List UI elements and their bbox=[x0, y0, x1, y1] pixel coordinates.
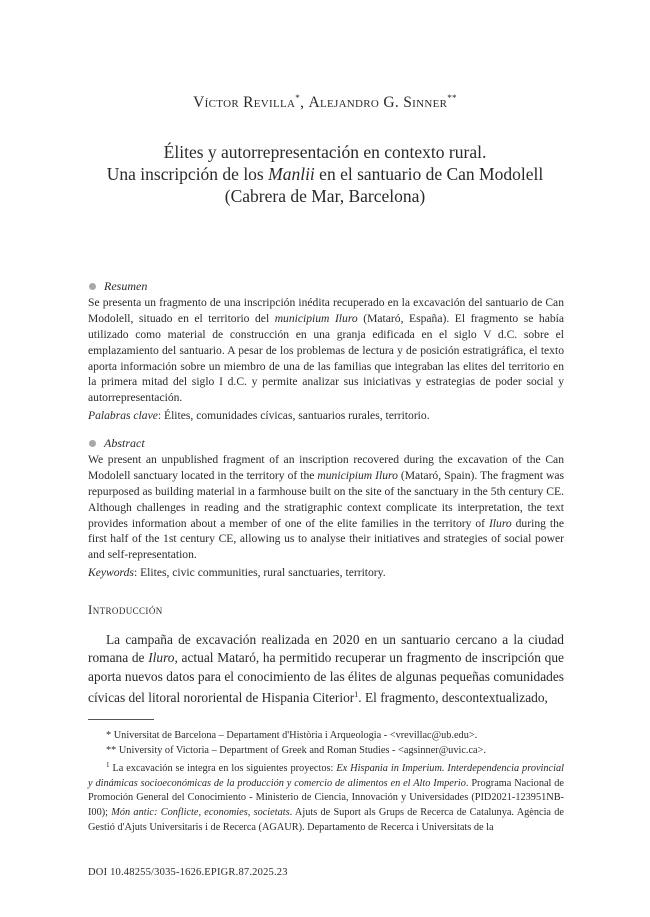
title-line-2: Una inscripción de los Manlii en el santuario de Can Modolell bbox=[106, 164, 544, 184]
footnote-author-1: * Universitat de Barcelona – Departament d'Història i Arqueologia - <vrevillac@ub.edu>. bbox=[106, 730, 478, 741]
author-1-footnote-mark[interactable]: * bbox=[295, 93, 301, 103]
section-heading-introduccion: Introducción bbox=[88, 602, 163, 617]
resumen-heading: Resumen bbox=[88, 279, 564, 295]
resumen-text: Se presenta un fragmento de una inscripción inédita recuperado en la excavación del santuario de Can Modolell, situado en el territorio del municipium Iluro (Mataró, España). El fragmento se había utilizado como material de construcción en una granja edificada en el siglo V d.C. sobre el emplazamiento del santuario. A pesar de los problemas de lectura y de posición estratigráfica, el texto aporta información sobre un miembro de una de las familias que integraban las elites del territorio en la primera mitad del siglo I d.C. y permite analizar sus iniciativas y estrategias de poder social y autorrepresentación. bbox=[88, 295, 565, 405]
author-line bbox=[0, 93, 650, 112]
article-title bbox=[60, 141, 590, 207]
title-line-1: Élites y autorrepresentación en contexto rural. bbox=[163, 142, 487, 162]
title-line-3: (Cabrera de Mar, Barcelona) bbox=[224, 186, 426, 206]
abstract-heading: Abstract bbox=[88, 436, 564, 452]
resumen-section bbox=[88, 279, 564, 424]
author-separator: , bbox=[300, 94, 309, 111]
resumen-keywords: Palabras clave: Élites, comunidades cívicas, santuarios rurales, territorio. bbox=[88, 409, 430, 423]
footnote-1: $^1$ La excavación se integra en los siguientes proyectos: Ex Hispania in Imperium. Interdependencia provincial y dinámicas socioeconómicas de la producción y comercio de alimentos en el Alto Imperio. Programa Nacional de Promoción General del Conocimiento - Ministerio de Ciencia, Innovación y Universidades (PID2021-123951NB-I00); Món antic: Conflicte, economies, societats. Ajuts de Suport als Grups de Recerca de Catalunya. Agència de Gestió d'Ajuts Universitaris i de Recerca (AGAUR). Departamento de Recerca i Universitats de la bbox=[88, 761, 564, 833]
footnote-ref-1[interactable]: 1 bbox=[354, 690, 359, 700]
keywords-label: Keywords bbox=[88, 566, 134, 580]
abstract-section bbox=[88, 436, 564, 581]
keywords-label: Palabras clave bbox=[88, 409, 158, 423]
author-1: Víctor Revilla bbox=[193, 94, 296, 111]
footnote-divider bbox=[88, 719, 154, 720]
author-2-footnote-mark[interactable]: ** bbox=[447, 93, 457, 103]
abstract-keywords: Keywords: Elites, civic communities, rural sanctuaries, territory. bbox=[88, 566, 386, 580]
doi-footer[interactable]: DOI 10.48255/3035-1626.EPIGR.87.2025.23 bbox=[88, 867, 288, 878]
abstract-text: We present an unpublished fragment of an inscription recovered during the excavation of the Can Modolell sanctuary located in the territory of the municipium Iluro (Mataró, Spain). The fragment was repurposed as building material in a farmhouse built on the site of the sanctuary in the 5th century CE. Although challenges in reading and the stratigraphic context complicate its interpretation, the text provides information about a member of one of the elite families in the territory of Iluro during the first half of the 1st century CE, allowing us to analyse their initiatives and strategies of social power and self-representation. bbox=[88, 452, 565, 562]
bullet-icon bbox=[89, 283, 96, 290]
intro-paragraph: La campaña de excavación realizada en 2020 en un santuario cercano a la ciudad romana de Iluro, actual Mataró, ha permitido recuperar un fragmento de inscripción que aporta nuevos datos para el conocimiento de las élites de algunas pequeñas comunidades cívicas del litoral nororiental de Hispania Citerior$^1$. El fragmento, descontextualizado, bbox=[88, 632, 564, 706]
bullet-icon bbox=[89, 440, 96, 447]
footnotes bbox=[88, 729, 564, 835]
title-italic-name: Manlii bbox=[268, 164, 315, 184]
footnote-author-2: ** University of Victoria – Department of Greek and Roman Studies - <agsinner@uvic.ca>. bbox=[106, 744, 487, 756]
author-2: Alejandro G. Sinner bbox=[308, 94, 448, 111]
